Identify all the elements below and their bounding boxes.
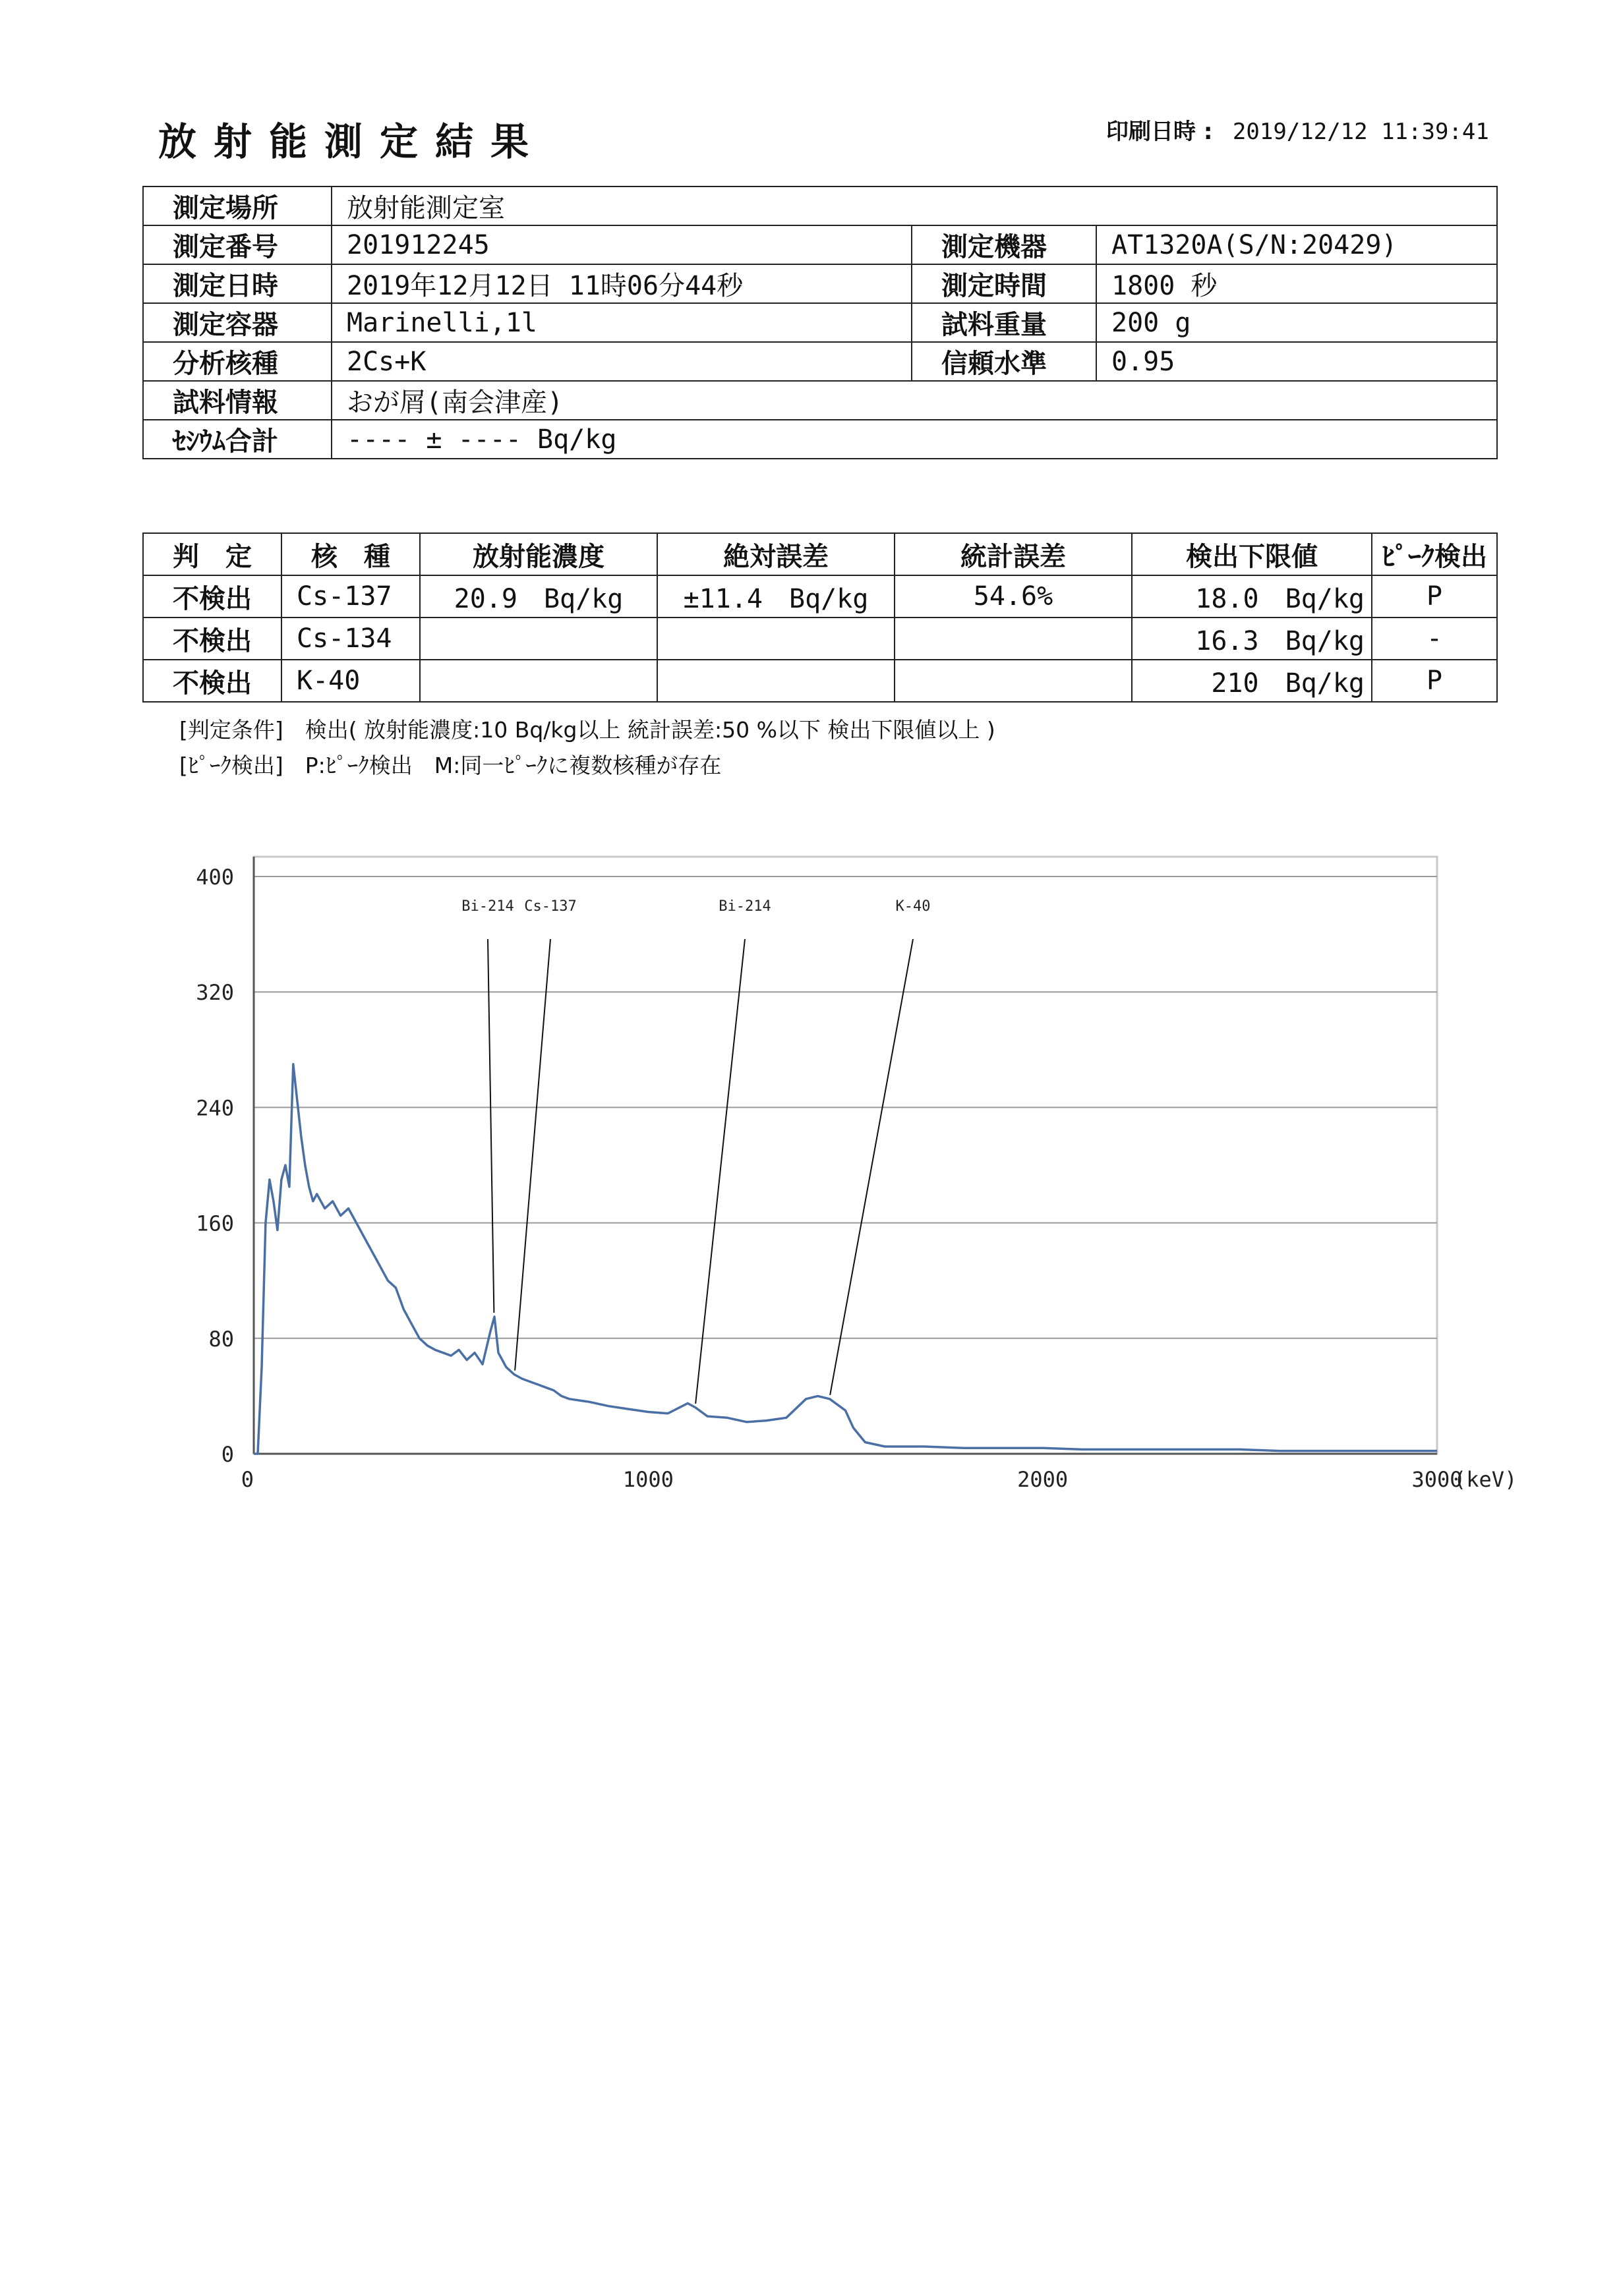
- datetime-label: 測定日時: [143, 264, 332, 303]
- table-row: [143, 660, 1497, 702]
- header-peak-detection: ﾋﾟｰｸ検出: [1372, 533, 1497, 575]
- gamma-spectrum-chart: [0, 837, 1619, 1529]
- print-date-label: 印刷日時 :: [1106, 119, 1213, 145]
- absolute-error-cell: [657, 617, 895, 660]
- results-header-row: [143, 533, 1497, 575]
- nuclide-cell: K-40: [281, 660, 420, 702]
- table-row: [143, 575, 1497, 617]
- nuclide-label: 分析核種: [143, 342, 332, 381]
- judgment-conditions: [判定条件] 検出( 放射能濃度:10 Bq/kg以上 統計誤差:50 %以下 検出下限値以上 ): [179, 717, 995, 743]
- info-row: [143, 303, 1497, 342]
- info-row: [143, 342, 1497, 381]
- statistical-error-cell: [895, 617, 1132, 660]
- header-absolute-error: 絶対誤差: [657, 533, 895, 575]
- document-title: 放射能測定結果: [158, 119, 546, 164]
- judge-cell: 不検出: [143, 660, 281, 702]
- datetime-value: 2019年12月12日 11時06分44秒: [332, 264, 912, 303]
- plot-frame: [254, 857, 1437, 1454]
- duration-value: 1800 秒: [1096, 264, 1497, 303]
- y-tick-label: 320: [196, 980, 234, 1006]
- x-unit-label: (keV): [1454, 1467, 1517, 1492]
- confidence-label: 信頼水準: [912, 342, 1096, 381]
- info-row: [143, 381, 1497, 420]
- sample-label: 試料情報: [143, 381, 332, 420]
- print-date: [1106, 113, 1489, 146]
- y-tick-label: 0: [221, 1442, 234, 1467]
- peak-cell: -: [1372, 617, 1497, 660]
- concentration-cell: [420, 660, 657, 702]
- absolute-error-cell: [657, 660, 895, 702]
- table-row: [143, 617, 1497, 660]
- peak-cell: P: [1372, 660, 1497, 702]
- x-tick-label: 0: [241, 1467, 254, 1492]
- info-row: [143, 225, 1497, 264]
- detection-limit-cell: 18.0 Bq/kg: [1132, 575, 1372, 617]
- statistical-error-cell: [895, 660, 1132, 702]
- info-row: [143, 264, 1497, 303]
- judge-cell: 不検出: [143, 617, 281, 660]
- y-tick-label: 240: [196, 1095, 234, 1121]
- number-value: 201912245: [332, 225, 912, 264]
- statistical-error-cell: 54.6%: [895, 575, 1132, 617]
- cesium-total-value: ---- ± ---- Bq/kg: [332, 420, 1497, 459]
- header-concentration: 放射能濃度: [420, 533, 657, 575]
- device-value: AT1320A(S/N:20429): [1096, 225, 1497, 264]
- detection-limit-cell: 210 Bq/kg: [1132, 660, 1372, 702]
- y-tick-label: 80: [208, 1326, 234, 1352]
- peak-cell: P: [1372, 575, 1497, 617]
- absolute-error-cell: ±11.4 Bq/kg: [657, 575, 895, 617]
- judge-cell: 不検出: [143, 575, 281, 617]
- results-table: [142, 532, 1498, 703]
- peak-annotation-line: [515, 939, 550, 1371]
- peak-annotation-label: Bi-214: [719, 898, 771, 915]
- concentration-cell: [420, 617, 657, 660]
- nuclide-cell: Cs-134: [281, 617, 420, 660]
- device-label: 測定機器: [912, 225, 1096, 264]
- peak-annotation-line: [830, 939, 913, 1395]
- cesium-total-label: ｾｼｳﾑ合計: [143, 420, 332, 459]
- peak-detection-legend: [ﾋﾟｰｸ検出] P:ﾋﾟｰｸ検出 M:同一ﾋﾟｰｸに複数核種が存在: [179, 753, 722, 778]
- nuclide-cell: Cs-137: [281, 575, 420, 617]
- concentration-cell: 20.9 Bq/kg: [420, 575, 657, 617]
- place-value: 放射能測定室: [332, 187, 1497, 225]
- sample-value: おが屑(南会津産): [332, 381, 1497, 420]
- number-label: 測定番号: [143, 225, 332, 264]
- header-judge: 判 定: [143, 533, 281, 575]
- header-statistical-error: 統計誤差: [895, 533, 1132, 575]
- spectrum-line: [254, 1064, 1437, 1454]
- y-tick-label: 400: [196, 865, 234, 890]
- print-date-value: 2019/12/12 11:39:41: [1232, 119, 1489, 145]
- place-label: 測定場所: [143, 187, 332, 225]
- weight-label: 試料重量: [912, 303, 1096, 342]
- x-tick-label: 3000: [1411, 1467, 1463, 1492]
- info-row: [143, 187, 1497, 225]
- header-nuclide: 核 種: [281, 533, 420, 575]
- x-tick-label: 2000: [1017, 1467, 1069, 1492]
- confidence-value: 0.95: [1096, 342, 1497, 381]
- container-label: 測定容器: [143, 303, 332, 342]
- nuclide-value: 2Cs+K: [332, 342, 912, 381]
- peak-annotation-label: Cs-137: [524, 898, 577, 915]
- peak-annotation-label: K-40: [895, 898, 931, 915]
- peak-annotation-line: [488, 939, 494, 1313]
- info-row: [143, 420, 1497, 459]
- weight-value: 200 g: [1096, 303, 1497, 342]
- measurement-info-table: [142, 186, 1498, 459]
- peak-annotation-line: [695, 939, 745, 1404]
- container-value: Marinelli,1l: [332, 303, 912, 342]
- peak-annotation-label: Bi-214: [461, 898, 514, 915]
- y-tick-label: 160: [196, 1211, 234, 1236]
- detection-limit-cell: 16.3 Bq/kg: [1132, 617, 1372, 660]
- header-detection-limit: 検出下限値: [1132, 533, 1372, 575]
- x-tick-label: 1000: [622, 1467, 674, 1492]
- duration-label: 測定時間: [912, 264, 1096, 303]
